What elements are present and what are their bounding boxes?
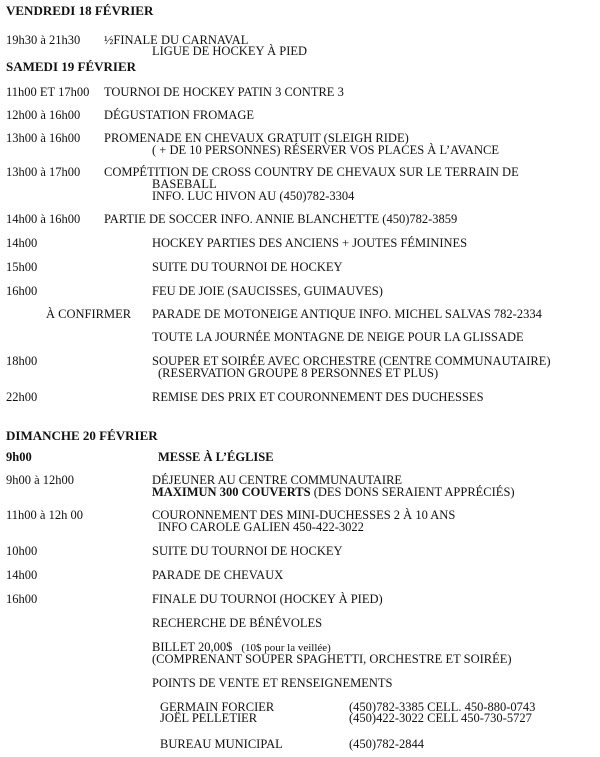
event-time: 12h00 à 16h00: [6, 108, 81, 122]
event-time: 15h00: [6, 260, 38, 274]
event-text: [152, 486, 515, 499]
contact-name: BUREAU MUNICIPAL: [160, 737, 283, 751]
event-text-bold: MAXIMUN 300 COUVERTS: [152, 485, 311, 499]
event-text: DÉGUSTATION FROMAGE: [104, 108, 255, 122]
heading-samedi: SAMEDI 19 FÉVRIER: [6, 59, 137, 74]
event-text: COURONNEMENT DES MINI-DUCHESSES 2 À 10 ANS: [152, 508, 456, 522]
event-text: ( + DE 10 PERSONNES) RÉSERVER VOS PLACES À L’AVANCE: [152, 143, 499, 157]
event-time: 11h00 ET 17h00: [6, 85, 90, 99]
event-text: SUITE DU TOURNOI DE HOCKEY: [152, 544, 343, 558]
heading-dimanche: DIMANCHE 20 FÉVRIER: [6, 428, 158, 443]
event-time: 16h00: [6, 284, 38, 298]
event-text: INFO CAROLE GALIEN 450-422-3022: [158, 520, 364, 534]
event-time: 10h00: [6, 544, 38, 558]
event-time: 18h00: [6, 354, 38, 368]
event-text: PARTIE DE SOCCER INFO. ANNIE BLANCHETTE (450)782-3859: [104, 212, 458, 226]
event-text: PARADE DE CHEVAUX: [152, 568, 284, 582]
event-text: INFO. LUC HIVON AU (450)782-3304: [152, 189, 355, 203]
event-text-rest: (DES DONS SERAIENT APPRÉCIÉS): [310, 485, 515, 499]
event-time: 16h00: [6, 592, 38, 606]
event-text: FINALE DU TOURNOI (HOCKEY À PIED): [152, 592, 383, 606]
event-text: COMPÉTITION DE CROSS COUNTRY DE CHEVAUX SUR LE TERRAIN DE: [104, 165, 519, 179]
event-text: FEU DE JOIE (SAUCISSES, GUIMAUVES): [152, 284, 383, 298]
event-time: 14h00: [6, 236, 38, 250]
ticket-details: (COMPRENANT SOUPER SPAGHETTI, ORCHESTRE ET SOIRÉE): [152, 652, 512, 666]
volunteers-text: RECHERCHE DE BÉNÉVOLES: [152, 616, 323, 630]
event-time: 9h00 à 12h00: [6, 473, 75, 487]
event-text: LIGUE DE HOCKEY À PIED: [152, 44, 308, 58]
event-text: TOUTE LA JOURNÉE MONTAGNE DE NEIGE POUR LA GLISSADE: [152, 330, 524, 344]
heading-vendredi: VENDREDI 18 FÉVRIER: [6, 3, 154, 18]
ticket-evening-price: (10$ pour la veillée): [241, 642, 331, 654]
event-time: 13h00 à 16h00: [6, 131, 81, 145]
event-time: 11h00 à 12h 00: [6, 508, 83, 522]
ticket-price: BILLET 20,00$: [152, 640, 233, 654]
contact-phone: (450)782-2844: [349, 737, 424, 751]
event-text: PARADE DE MOTONEIGE ANTIQUE INFO. MICHEL SALVAS 782-2334: [152, 307, 542, 321]
event-text: SUITE DU TOURNOI DE HOCKEY: [152, 260, 343, 274]
event-text: DÉJEUNER AU CENTRE COMMUNAUTAIRE: [152, 473, 403, 487]
contact-phone: (450)782-3385 CELL. 450-880-0743: [349, 700, 536, 714]
event-text: PROMENADE EN CHEVAUX GRATUIT (SLEIGH RIDE): [104, 131, 409, 145]
event-time: À CONFIRMER: [46, 307, 132, 321]
event-text: BASEBALL: [152, 177, 217, 191]
event-text: ½FINALE DU CARNAVAL: [104, 33, 249, 47]
event-text: REMISE DES PRIX ET COURONNEMENT DES DUCHESSES: [152, 390, 484, 404]
event-time: 19h30 à 21h30: [6, 33, 81, 47]
event-text: SOUPER ET SOIRÉE AVEC ORCHESTRE (CENTRE COMMUNAUTAIRE): [152, 354, 551, 368]
event-time: 14h00 à 16h00: [6, 212, 81, 226]
contact-name: GERMAIN FORCIER: [160, 700, 275, 714]
event-text: (RESERVATION GROUPE 8 PERSONNES ET PLUS): [158, 366, 439, 380]
contact-phone: (450)422-3022 CELL 450-730-5727: [349, 711, 532, 725]
event-text: HOCKEY PARTIES DES ANCIENS + JOUTES FÉMININES: [152, 236, 468, 250]
event-time: 13h00 à 17h00: [6, 165, 81, 179]
event-text: TOURNOI DE HOCKEY PATIN 3 CONTRE 3: [104, 85, 344, 99]
sales-points-heading: POINTS DE VENTE ET RENSEIGNEMENTS: [152, 676, 393, 690]
contact-name: JOËL PELLETIER: [160, 711, 258, 725]
event-text: MESSE À L’ÉGLISE: [158, 450, 274, 464]
event-time: 9h00: [6, 450, 32, 464]
event-time: 22h00: [6, 390, 38, 404]
event-time: 14h00: [6, 568, 38, 582]
